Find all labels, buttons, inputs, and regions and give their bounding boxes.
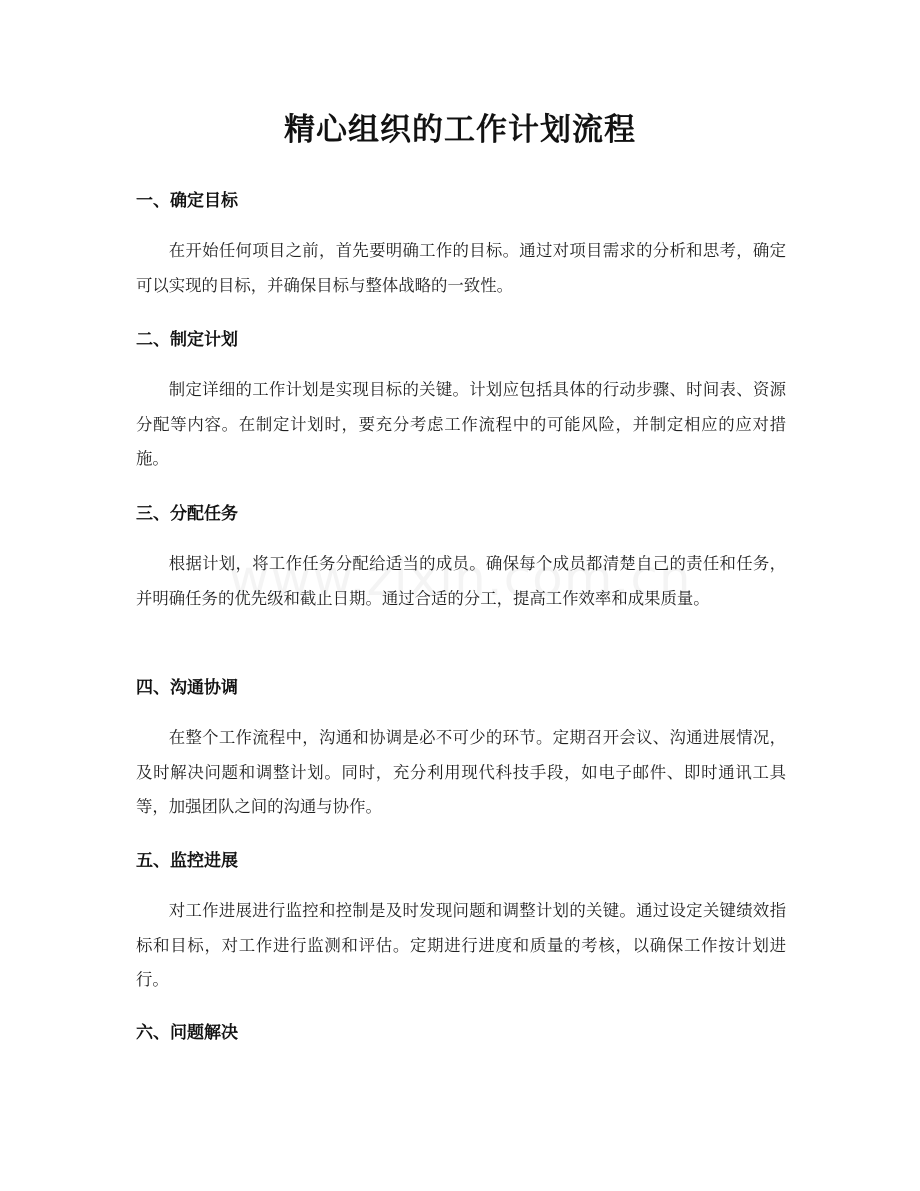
section-heading-5: 五、监控进展 xyxy=(136,851,238,871)
section-heading-4: 四、沟通协调 xyxy=(136,678,238,698)
section-body-1: 在开始任何项目之前，首先要明确工作的目标。通过对项目需求的分析和思考，确定可以实现的目标，并确保目标与整体战略的一致性。 xyxy=(136,241,786,295)
section-body-5: 对工作进展进行监控和控制是及时发现问题和调整计划的关键。通过设定关键绩效指标和目标，对工作进行监测和评估。定期进行进度和质量的考核，以确保工作按计划进行。 xyxy=(136,901,786,989)
section-heading-6: 六、问题解决 xyxy=(136,1023,238,1043)
section-body-2: 制定详细的工作计划是实现目标的关键。计划应包括具体的行动步骤、时间表、资源分配等内容。在制定计划时，要充分考虑工作流程中的可能风险，并制定相应的应对措施。 xyxy=(136,380,786,468)
section-heading-1: 一、确定目标 xyxy=(136,191,238,211)
section-body-3: 根据计划，将工作任务分配给适当的成员。确保每个成员都清楚自己的责任和任务，并明确任务的优先级和截止日期。通过合适的分工，提高工作效率和成果质量。 xyxy=(136,554,786,608)
document-title: 精心组织的工作计划流程 xyxy=(284,112,636,148)
section-heading-2: 二、制定计划 xyxy=(136,330,238,350)
section-heading-3: 三、分配任务 xyxy=(136,504,238,524)
section-body-4: 在整个工作流程中，沟通和协调是必不可少的环节。定期召开会议、沟通进展情况，及时解决问题和调整计划。同时，充分利用现代科技手段，如电子邮件、即时通讯工具等，加强团队之间的沟通与协作。 xyxy=(136,728,786,816)
